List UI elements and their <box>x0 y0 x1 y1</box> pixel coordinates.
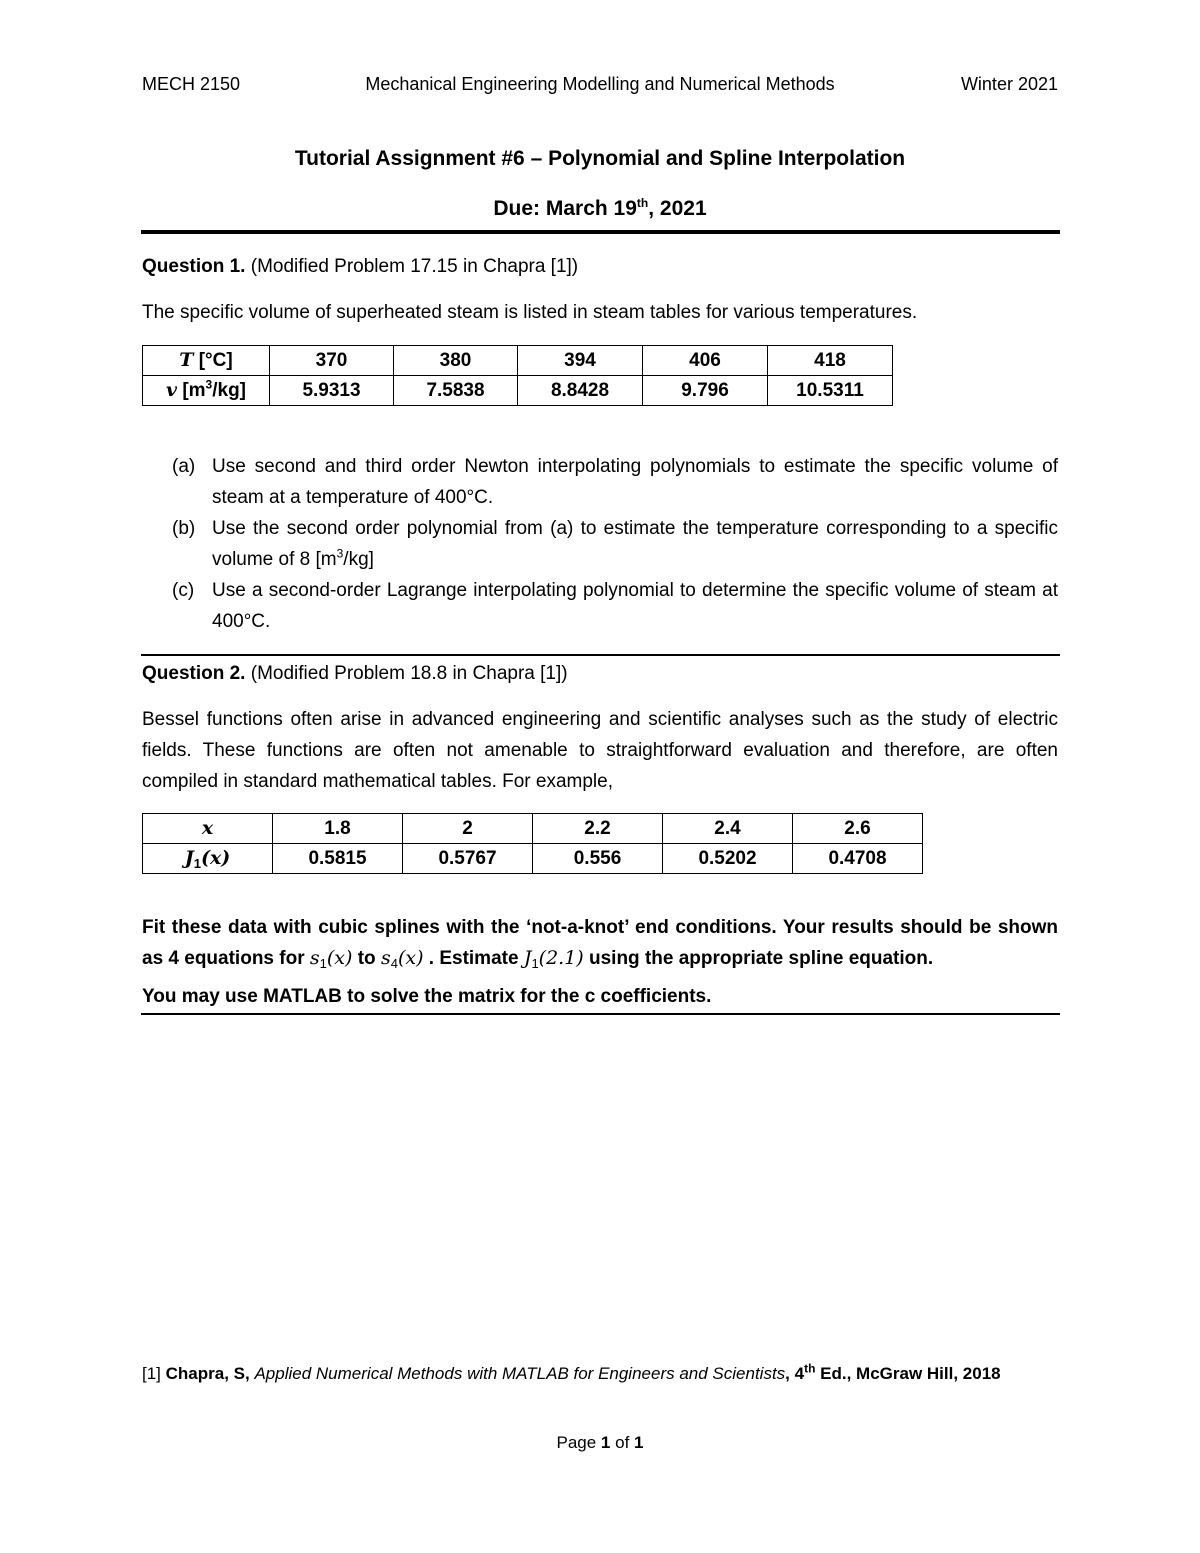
table-cell: 2.2 <box>533 814 663 844</box>
q1-part-c: (c) Use a second-order Lagrange interpolating polynomial to determine the specific volume of steam at 400°C. <box>172 580 1058 632</box>
due-date: Due: March 19th, 2021 <box>493 196 707 220</box>
bessel-table <box>142 813 923 874</box>
table-cell: 0.5202 <box>663 844 793 874</box>
q2-heading: Question 2. (Modified Problem 18.8 in Chapra [1]) <box>142 663 568 684</box>
q1-part-a: (a) Use second and third order Newton interpolating polynomials to estimate the specific volume of steam at a temperature of 400°C. <box>172 456 1058 508</box>
table-cell: 406 <box>643 346 768 376</box>
term: Winter 2021 <box>960 74 1058 94</box>
table-cell: 370 <box>270 346 394 376</box>
table-cell: 10.5311 <box>768 376 893 406</box>
table-row <box>143 346 893 376</box>
q1-intro: The specific volume of superheated steam is listed in steam tables for various temperatures. <box>142 302 918 323</box>
table-cell: 380 <box>394 346 518 376</box>
table-cell: 2 <box>403 814 533 844</box>
table-cell: 0.556 <box>533 844 663 874</box>
q2-matlab-note: You may use MATLAB to solve the matrix for the c coefficients. <box>142 986 712 1007</box>
title-rule <box>141 230 1060 234</box>
table-row <box>143 376 893 406</box>
q1-heading: Question 1. (Modified Problem 17.15 in Chapra [1]) <box>142 256 579 277</box>
q2-rule <box>141 1013 1060 1015</box>
q1-part-b: (b) Use the second order polynomial from (a) to estimate the temperature corresponding to a specific volume of 8 $[m^3/kg]$ <box>172 518 1058 570</box>
assignment-title: Tutorial Assignment #6 – Polynomial and Spline Interpolation <box>294 147 906 170</box>
table-header-j1: $J_1(x)$ <box>143 844 273 874</box>
table-cell: 7.5838 <box>394 376 518 406</box>
table-cell: 8.8428 <box>518 376 643 406</box>
q2-task: Fit these data with cubic splines with the ‘not-a-knot’ end conditions. Your results should be shown as 4 equations for $s_1(x)$ to $s_4(x)$ . Estimate $J_1(2.1)$ using the appropriate spline equation. <box>142 917 1058 971</box>
q1-rule <box>141 654 1060 656</box>
table-cell: 0.5767 <box>403 844 533 874</box>
table-cell: 0.5815 <box>273 844 403 874</box>
table-cell: 1.8 <box>273 814 403 844</box>
table-cell: 394 <box>518 346 643 376</box>
footnote: [1] Chapra, S, Applied Numerical Methods with MATLAB for Engineers and Scientists, 4th Ed., McGraw Hill, 2018 <box>142 1361 1001 1383</box>
q1-parts <box>142 451 1058 637</box>
course-title: Mechanical Engineering Modelling and Numerical Methods <box>365 74 835 94</box>
table-cell: 2.6 <box>793 814 923 844</box>
course-code: MECH 2150 <box>142 74 241 94</box>
table-header-volume: v $[m^3/kg]$ <box>143 376 270 406</box>
table-row <box>143 844 923 874</box>
table-header-temp: T [°C] <box>143 346 270 376</box>
table-cell: 2.4 <box>663 814 793 844</box>
table-cell: 5.9313 <box>270 376 394 406</box>
table-cell: 418 <box>768 346 893 376</box>
q2-intro: Bessel functions often arise in advanced engineering and scientific analyses such as the study of electric fields. These functions are often not amenable to straightforward evaluation and therefore, are often compiled in standard mathematical tables. For example, <box>142 709 1058 792</box>
table-cell: 9.796 <box>643 376 768 406</box>
table-row <box>143 814 923 844</box>
table-header-x: x <box>143 814 273 844</box>
steam-table <box>142 345 893 406</box>
table-cell: 0.4708 <box>793 844 923 874</box>
page-number: Page 1 of 1 <box>556 1433 644 1452</box>
